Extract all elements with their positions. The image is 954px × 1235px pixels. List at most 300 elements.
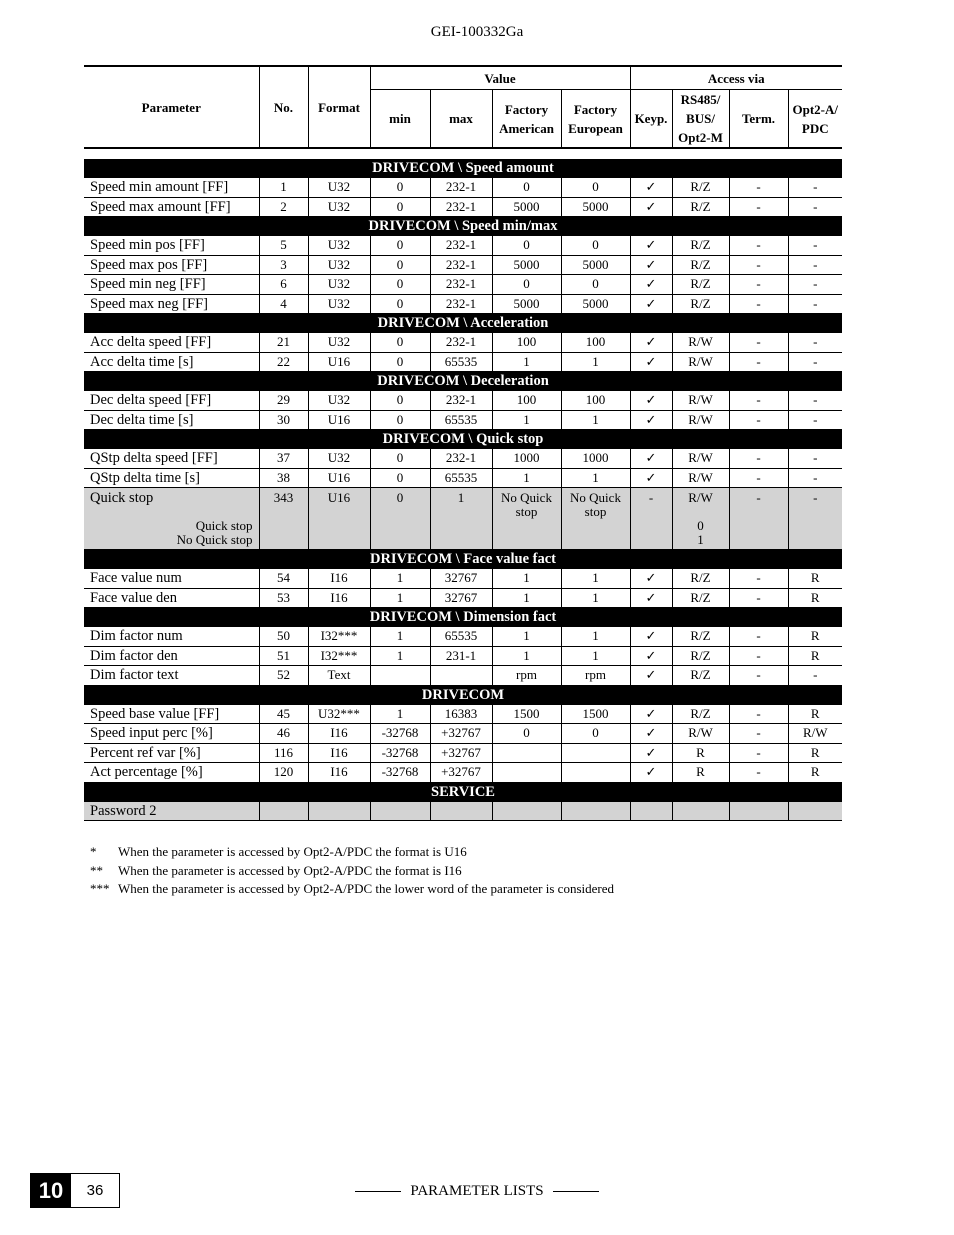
header-opt2-line2: PDC [801, 120, 829, 136]
table-cell: R [788, 705, 842, 724]
table-cell: R [672, 763, 729, 783]
footnote-text: When the parameter is accessed by Opt2-A/PDC the lower word of the parameter is considered [118, 881, 614, 896]
table-cell: 6 [259, 275, 308, 295]
table-row [84, 646, 842, 666]
parameter-name: Face value num [84, 569, 259, 588]
parameter-name: Face value den [84, 588, 259, 608]
table-cell: 1 [561, 588, 630, 608]
table-cell: - [729, 333, 788, 352]
table-cell [492, 763, 561, 783]
factory-european-line2: stop [584, 504, 607, 519]
table-cell: 0 [370, 468, 430, 488]
table-cell: 1 [259, 178, 308, 197]
table-cell: 0 [561, 236, 630, 255]
table-cell: +32767 [430, 763, 492, 783]
table-row [84, 275, 842, 295]
table-cell: - [788, 352, 842, 372]
section-header: SERVICE [84, 782, 842, 802]
table-cell: 16383 [430, 705, 492, 724]
table-cell: - [788, 236, 842, 255]
table-cell: 30 [259, 410, 308, 430]
quick-stop-option-label: Quick stop [195, 518, 253, 533]
table-cell: 65535 [430, 627, 492, 646]
table-cell: R/Z [672, 705, 729, 724]
parameter-name: Speed max neg [FF] [84, 294, 259, 314]
table-cell: - [788, 294, 842, 314]
table-cell: 0 [370, 410, 430, 430]
table-cell: U32 [308, 275, 370, 295]
header-spacer [84, 148, 842, 159]
table-cell: 1 [370, 705, 430, 724]
table-cell: - [788, 197, 842, 217]
table-cell: 0 [492, 724, 561, 744]
table-cell: R/W [672, 468, 729, 488]
table-cell: - [729, 391, 788, 410]
parameter-name: Speed base value [FF] [84, 705, 259, 724]
section-header: DRIVECOM \ Speed min/max [84, 217, 842, 237]
table-cell: - [729, 763, 788, 783]
table-cell: R/Z [672, 666, 729, 686]
table-cell: R/W [672, 449, 729, 468]
table-cell: 1 [492, 646, 561, 666]
header-keyp: Keyp. [630, 90, 672, 149]
table-cell: ✓ [630, 468, 672, 488]
table-cell: 232-1 [430, 197, 492, 217]
parameter-name: QStp delta time [s] [84, 468, 259, 488]
table-row [84, 743, 842, 763]
header-factory-european-line1: Factory [573, 101, 618, 117]
header-parameter: Parameter [84, 66, 259, 148]
header-factory-european [561, 90, 630, 149]
table-cell: I32*** [308, 646, 370, 666]
table-cell: ✓ [630, 569, 672, 588]
table-cell: R [788, 569, 842, 588]
table-cell: 1 [370, 569, 430, 588]
quick-stop-option-value: 0 [697, 518, 704, 533]
table-cell [561, 763, 630, 783]
footnote-text: When the parameter is accessed by Opt2-A/PDC the format is U16 [118, 844, 467, 859]
table-cell: 0 [561, 178, 630, 197]
header-min: min [370, 90, 430, 149]
table-cell: ✓ [630, 449, 672, 468]
table-cell: 0 [370, 294, 430, 314]
table-cell: 1000 [561, 449, 630, 468]
table-cell: U32 [308, 178, 370, 197]
table-cell: 53 [259, 588, 308, 608]
table-cell: 100 [561, 333, 630, 352]
table-cell: - [788, 488, 842, 550]
parameter-name: Dec delta speed [FF] [84, 391, 259, 410]
table-cell: 0 [370, 275, 430, 295]
table-cell: R/Z [672, 294, 729, 314]
table-cell: I16 [308, 569, 370, 588]
table-cell: 65535 [430, 352, 492, 372]
table-cell: 231-1 [430, 646, 492, 666]
table-cell: 65535 [430, 468, 492, 488]
table-cell: R/Z [672, 178, 729, 197]
table-cell: - [788, 449, 842, 468]
footnote-mark: * [90, 844, 97, 859]
table-cell: - [729, 236, 788, 255]
table-cell: 100 [492, 391, 561, 410]
table-cell: 0 [370, 197, 430, 217]
parameter-name: Speed max amount [FF] [84, 197, 259, 217]
table-cell: 1 [561, 410, 630, 430]
table-cell: ✓ [630, 627, 672, 646]
header-value: Value [370, 66, 630, 90]
header-rs485-line2: BUS/ [686, 111, 715, 126]
table-cell: - [788, 275, 842, 295]
parameter-name: Dim factor den [84, 646, 259, 666]
table-cell: 54 [259, 569, 308, 588]
table-cell: 0 [492, 178, 561, 197]
table-row [84, 802, 842, 821]
table-cell: R [788, 588, 842, 608]
factory-european-line1: No Quick [570, 490, 621, 505]
table-cell: -32768 [370, 743, 430, 763]
table-cell: 0 [370, 449, 430, 468]
table-cell: 0 [492, 275, 561, 295]
table-cell: ✓ [630, 743, 672, 763]
table-cell: R/W [672, 333, 729, 352]
table-cell [630, 802, 672, 821]
table-cell: ✓ [630, 197, 672, 217]
table-cell: 1000 [492, 449, 561, 468]
table-cell: ✓ [630, 236, 672, 255]
table-cell: ✓ [630, 705, 672, 724]
table-cell: 0 [561, 724, 630, 744]
section-header: DRIVECOM \ Dimension fact [84, 608, 842, 628]
table-cell: R/W [672, 724, 729, 744]
table-cell: +32767 [430, 743, 492, 763]
table-cell [492, 743, 561, 763]
table-cell: 5000 [492, 255, 561, 275]
table-cell: R/W [672, 410, 729, 430]
footer-rule-right [553, 1191, 599, 1192]
table-cell: - [788, 666, 842, 686]
table-cell: - [729, 646, 788, 666]
table-cell [308, 802, 370, 821]
table-cell: R/Z [672, 236, 729, 255]
access-rs485: R/W [688, 490, 713, 505]
table-cell: 232-1 [430, 294, 492, 314]
table-cell: 100 [492, 333, 561, 352]
header-factory-american [492, 90, 561, 149]
table-cell: 232-1 [430, 255, 492, 275]
table-row [84, 666, 842, 686]
section-header: DRIVECOM \ Acceleration [84, 314, 842, 334]
table-cell: 120 [259, 763, 308, 783]
table-cell: R/Z [672, 569, 729, 588]
document-id: GEI-100332Ga [430, 24, 524, 40]
section-header: DRIVECOM \ Speed amount [84, 159, 842, 178]
table-cell: 38 [259, 468, 308, 488]
table-cell: - [788, 410, 842, 430]
table-cell: Text [308, 666, 370, 686]
table-cell: -32768 [370, 763, 430, 783]
footer-rule-left [355, 1191, 401, 1192]
table-cell [561, 802, 630, 821]
table-cell: R/W [672, 391, 729, 410]
table-cell: +32767 [430, 724, 492, 744]
table-row [84, 410, 842, 430]
table-cell: 32767 [430, 569, 492, 588]
parameter-name: Percent ref var [%] [84, 743, 259, 763]
table-row [84, 391, 842, 410]
table-cell: 100 [561, 391, 630, 410]
footnotes [90, 843, 614, 899]
table-cell: R/W [672, 352, 729, 372]
table-cell: 5000 [561, 197, 630, 217]
table-cell: 1 [561, 569, 630, 588]
table-cell [492, 488, 561, 550]
table-cell: R/Z [672, 627, 729, 646]
table-cell: ✓ [630, 294, 672, 314]
table-cell: - [729, 255, 788, 275]
table-cell: 0 [370, 255, 430, 275]
table-cell: ✓ [630, 410, 672, 430]
table-row [84, 255, 842, 275]
footnote [90, 880, 614, 899]
table-cell: ✓ [630, 763, 672, 783]
header-opt2 [788, 90, 842, 149]
table-cell: ✓ [630, 275, 672, 295]
table-cell: R [788, 627, 842, 646]
table-cell: - [729, 352, 788, 372]
parameter-name: Speed min amount [FF] [84, 178, 259, 197]
table-cell: 1 [561, 627, 630, 646]
table-cell: R/Z [672, 275, 729, 295]
table-row [84, 294, 842, 314]
table-cell: 5000 [492, 294, 561, 314]
table-cell: - [729, 627, 788, 646]
table-row [84, 197, 842, 217]
table-cell: 1500 [561, 705, 630, 724]
parameter-name: Acc delta time [s] [84, 352, 259, 372]
header-factory-european-line2: European [568, 120, 623, 136]
table-cell [672, 488, 729, 550]
table-cell: ✓ [630, 391, 672, 410]
table-cell: 5000 [561, 294, 630, 314]
table-cell: U32 [308, 449, 370, 468]
table-row [84, 236, 842, 255]
table-cell: 2 [259, 197, 308, 217]
table-cell: - [788, 178, 842, 197]
no-quick-stop-option-label: No Quick stop [176, 532, 253, 547]
table-cell: -32768 [370, 724, 430, 744]
parameter-name: QStp delta speed [FF] [84, 449, 259, 468]
table-row [84, 468, 842, 488]
table-cell: I16 [308, 588, 370, 608]
table-cell: 343 [259, 488, 308, 550]
parameter-name: Speed input perc [%] [84, 724, 259, 744]
table-cell: I32*** [308, 627, 370, 646]
footer-title-text: PARAMETER LISTS [410, 1183, 544, 1199]
table-cell: 1 [561, 646, 630, 666]
table-cell: R/Z [672, 588, 729, 608]
parameter-name: Acc delta speed [FF] [84, 333, 259, 352]
table-cell [430, 666, 492, 686]
header-rs485-line1: RS485/ [680, 92, 721, 107]
table-cell: 4 [259, 294, 308, 314]
parameter-name: Dim factor text [84, 666, 259, 686]
parameter-name: Act percentage [%] [84, 763, 259, 783]
table-cell: rpm [492, 666, 561, 686]
table-cell: 52 [259, 666, 308, 686]
table-cell: - [788, 333, 842, 352]
table-cell: 1 [370, 627, 430, 646]
table-cell: I16 [308, 724, 370, 744]
parameter-name: Speed min neg [FF] [84, 275, 259, 295]
footnote [90, 862, 614, 881]
table-cell: - [788, 468, 842, 488]
table-cell: ✓ [630, 255, 672, 275]
table-cell: 1 [430, 488, 492, 550]
table-cell: 5 [259, 236, 308, 255]
header-term: Term. [729, 90, 788, 149]
table-cell: - [729, 294, 788, 314]
table-cell: 50 [259, 627, 308, 646]
table-row [84, 705, 842, 724]
header-rs485-line3: Opt2-M [678, 130, 723, 145]
table-cell: 1 [492, 588, 561, 608]
table-cell: 232-1 [430, 391, 492, 410]
footnote-mark: *** [90, 881, 110, 896]
table-cell: 21 [259, 333, 308, 352]
table-cell: 0 [492, 236, 561, 255]
table-cell: - [729, 705, 788, 724]
table-cell: 232-1 [430, 449, 492, 468]
page-number: 36 [86, 1182, 104, 1199]
table-cell: U32 [308, 391, 370, 410]
table-cell: 1 [492, 410, 561, 430]
table-cell: R/W [788, 724, 842, 744]
table-cell [729, 802, 788, 821]
header-factory-american-line2: American [499, 120, 554, 136]
table-cell: 29 [259, 391, 308, 410]
table-cell: 37 [259, 449, 308, 468]
table-cell: U32 [308, 333, 370, 352]
table-cell: U16 [308, 410, 370, 430]
section-header: DRIVECOM \ Face value fact [84, 550, 842, 570]
table-cell: ✓ [630, 178, 672, 197]
table-cell: U16 [308, 352, 370, 372]
table-cell: - [729, 468, 788, 488]
table-cell [672, 802, 729, 821]
table-cell [430, 802, 492, 821]
table-cell: 0 [370, 488, 430, 550]
table-cell: 1 [561, 352, 630, 372]
table-cell: U16 [308, 468, 370, 488]
table-cell: I16 [308, 743, 370, 763]
parameter-name: Speed min pos [FF] [84, 236, 259, 255]
table-cell: - [729, 410, 788, 430]
header-format: Format [308, 66, 370, 148]
table-cell: ✓ [630, 588, 672, 608]
table-cell: 0 [370, 178, 430, 197]
table-cell: U32 [308, 255, 370, 275]
table-cell: 51 [259, 646, 308, 666]
table-cell: 232-1 [430, 236, 492, 255]
table-cell: - [729, 724, 788, 744]
table-cell: 3 [259, 255, 308, 275]
table-cell: - [729, 666, 788, 686]
table-cell: 1 [492, 352, 561, 372]
table-cell: U32 [308, 197, 370, 217]
table-cell: 32767 [430, 588, 492, 608]
table-cell [561, 743, 630, 763]
table-cell: R [672, 743, 729, 763]
table-row [84, 352, 842, 372]
table-cell: - [788, 391, 842, 410]
table-row [84, 333, 842, 352]
header-max: max [430, 90, 492, 149]
table-cell: R [788, 646, 842, 666]
table-row [84, 724, 842, 744]
footnote-text: When the parameter is accessed by Opt2-A/PDC the format is I16 [118, 862, 462, 878]
parameter-name: Dim factor num [84, 627, 259, 646]
parameter-name: Dec delta time [s] [84, 410, 259, 430]
table-cell: - [729, 743, 788, 763]
table-cell: U32 [308, 294, 370, 314]
table-cell: - [729, 178, 788, 197]
section-header: DRIVECOM [84, 685, 842, 705]
table-cell: 0 [370, 236, 430, 255]
table-cell: ✓ [630, 333, 672, 352]
table-cell: - [729, 275, 788, 295]
table-cell: - [729, 488, 788, 550]
table-cell: 1 [492, 627, 561, 646]
table-cell: 1500 [492, 705, 561, 724]
table-row [84, 569, 842, 588]
table-cell: 5000 [561, 255, 630, 275]
table-cell: 1 [370, 646, 430, 666]
header-access-via: Access via [630, 66, 842, 90]
table-cell: ✓ [630, 666, 672, 686]
table-cell: 0 [370, 352, 430, 372]
table-cell: - [729, 569, 788, 588]
footnote [90, 843, 614, 862]
table-cell: 46 [259, 724, 308, 744]
table-cell: 65535 [430, 410, 492, 430]
table-cell: 0 [370, 391, 430, 410]
footnote-mark: ** [90, 862, 103, 878]
table-cell: - [729, 197, 788, 217]
table-cell: 0 [561, 275, 630, 295]
table-cell: - [630, 488, 672, 550]
table-cell [259, 802, 308, 821]
table-cell: U32*** [308, 705, 370, 724]
table-cell: 22 [259, 352, 308, 372]
table-cell [370, 666, 430, 686]
table-cell: ✓ [630, 724, 672, 744]
quick-stop-name: Quick stop [90, 490, 154, 506]
table-cell: 232-1 [430, 275, 492, 295]
header-no: No. [259, 66, 308, 148]
table-cell: R/Z [672, 255, 729, 275]
table-row [84, 588, 842, 608]
table-cell [370, 802, 430, 821]
factory-american-line1: No Quick [501, 490, 552, 505]
table-cell: 45 [259, 705, 308, 724]
table-cell: I16 [308, 763, 370, 783]
table-cell [492, 802, 561, 821]
factory-american-line2: stop [515, 504, 538, 519]
table-cell: 116 [259, 743, 308, 763]
table-cell: - [729, 588, 788, 608]
table-cell: R [788, 763, 842, 783]
table-row [84, 763, 842, 783]
